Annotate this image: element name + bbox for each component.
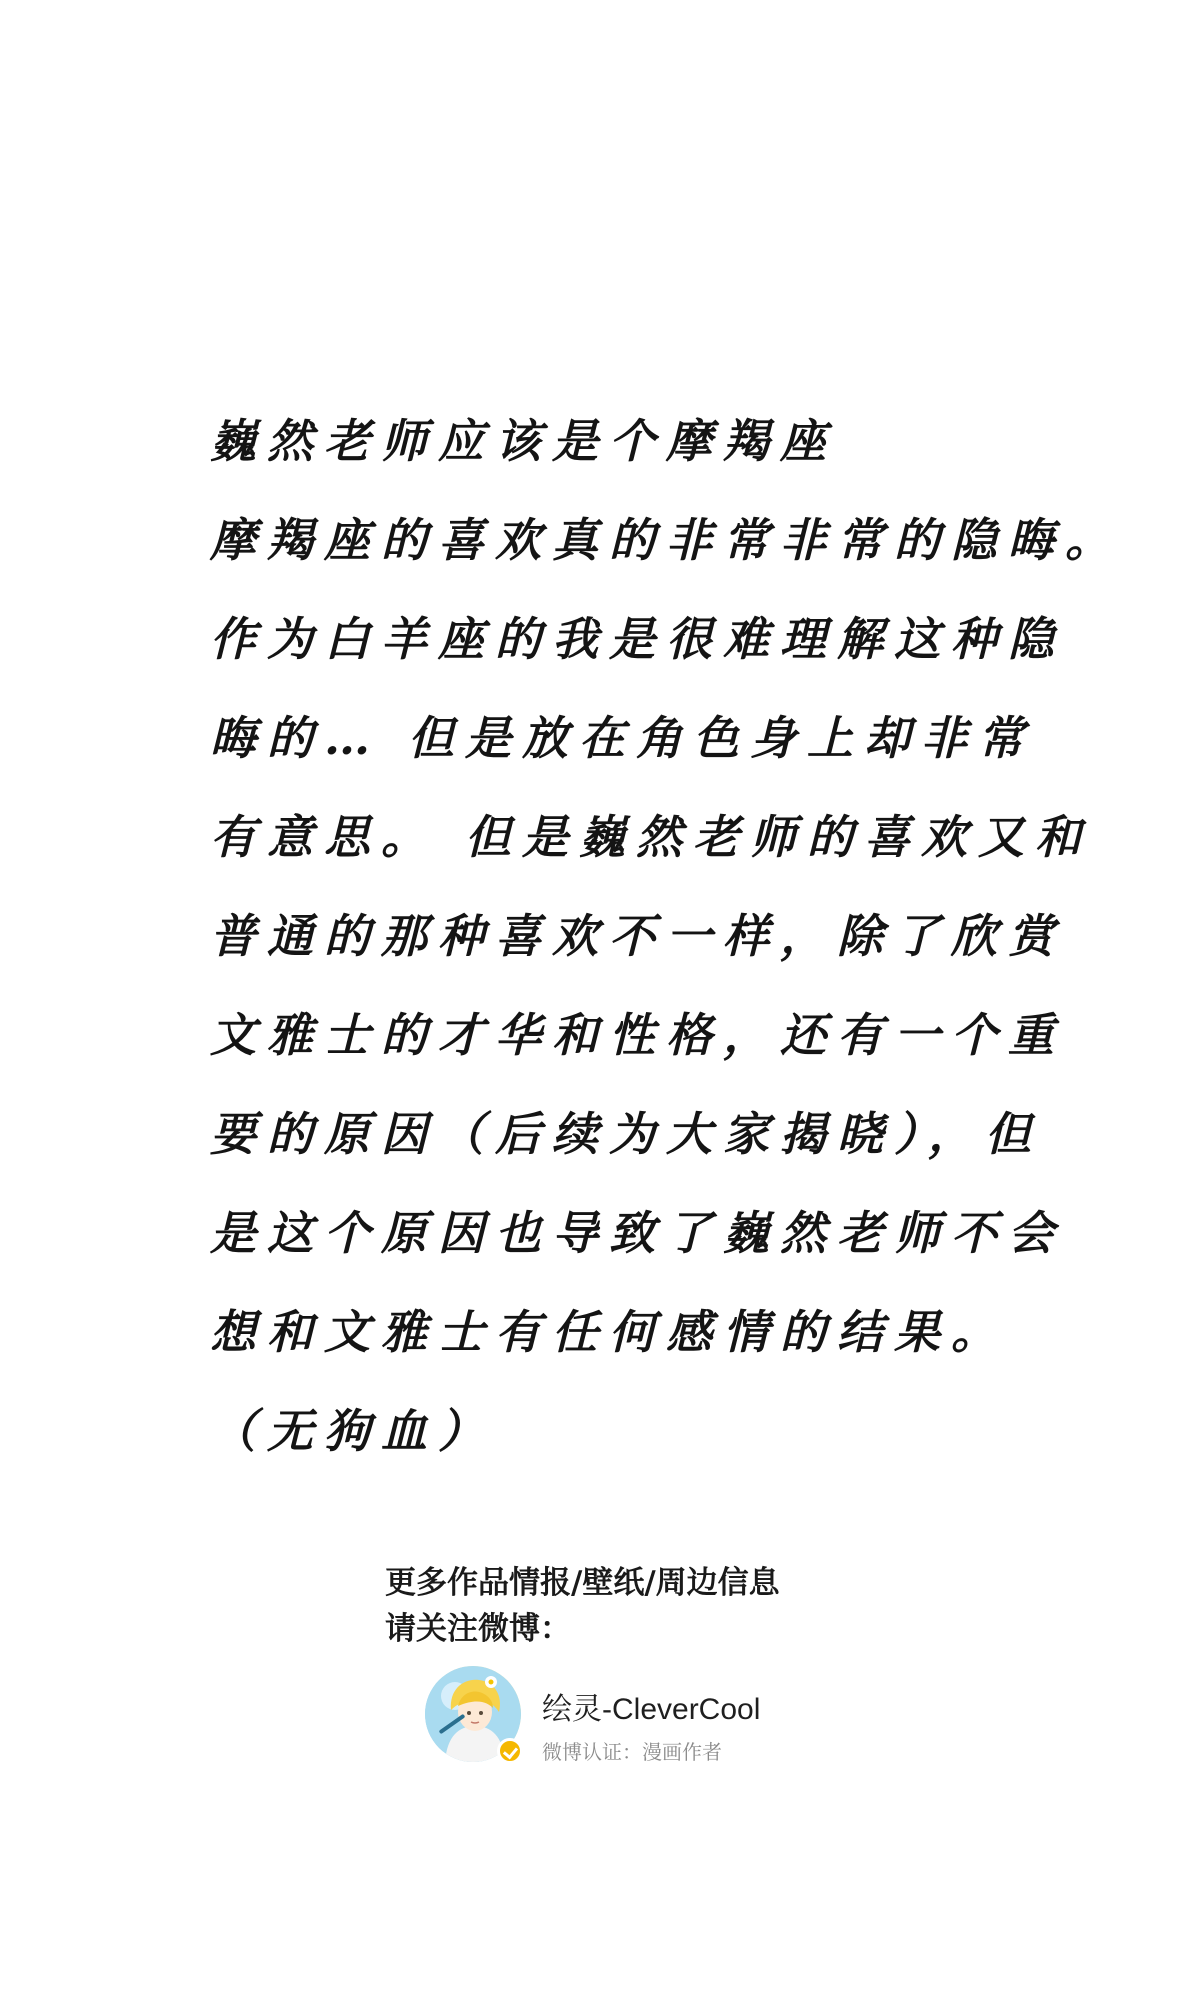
note-line: 文雅士的才华和性格，还有一个重	[210, 1008, 1065, 1062]
weibo-profile-card[interactable]	[425, 1666, 885, 1776]
weibo-handle[interactable]: 绘灵-CleverCool	[542, 1693, 761, 1726]
note-line: 要的原因（后续为大家揭晓），但	[210, 1107, 1042, 1161]
verified-badge-icon	[497, 1738, 523, 1764]
promo-line-follow: 请关注微博：	[385, 1611, 571, 1647]
note-line: 晦的… 但是放在角色身上却非常	[210, 711, 1036, 765]
note-line: 想和文雅士有任何感情的结果。	[210, 1305, 1008, 1359]
note-line: 是这个原因也导致了巍然老师不会	[210, 1206, 1065, 1260]
promo-line-info: 更多作品情报/壁纸/周边信息	[385, 1565, 780, 1601]
note-line: 巍然老师应该是个摩羯座	[210, 414, 837, 468]
note-line: 普通的那种喜欢不一样，除了欣赏	[210, 909, 1065, 963]
author-note	[210, 392, 1122, 1481]
note-line: （无狗血）	[210, 1404, 495, 1458]
weibo-promo	[385, 1560, 905, 1652]
note-line: 摩羯座的喜欢真的非常非常的隐晦。	[210, 513, 1122, 567]
note-line: 有意思。 但是巍然老师的喜欢又和	[210, 810, 1093, 864]
note-line: 作为白羊座的我是很难理解这种隐	[210, 612, 1065, 666]
verification-label: 微博认证：漫画作者	[542, 1742, 722, 1764]
